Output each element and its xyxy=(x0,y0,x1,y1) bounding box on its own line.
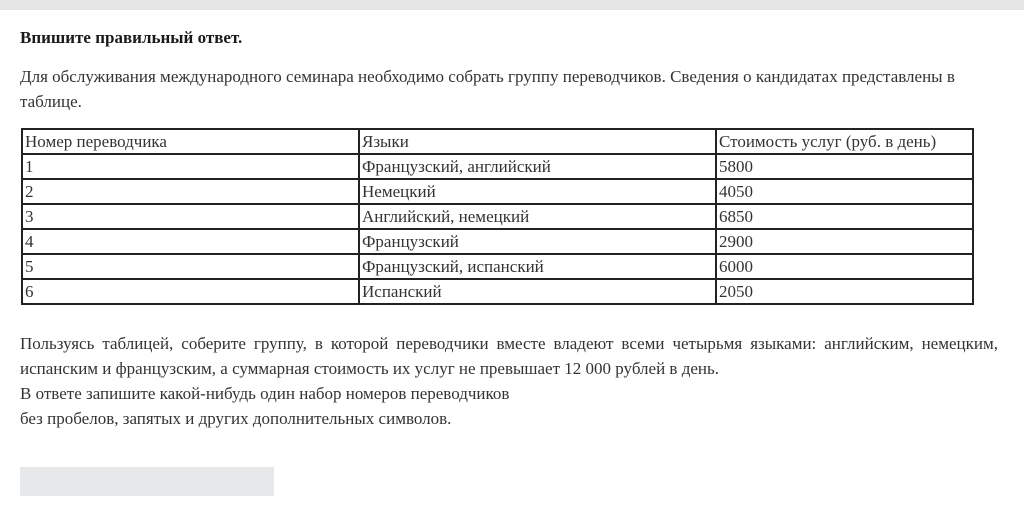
table-header-cell: Номер переводчика xyxy=(22,129,359,154)
table-cell: 6850 xyxy=(716,204,973,229)
table-row xyxy=(22,204,973,229)
table-cell: 4 xyxy=(22,229,359,254)
table-cell: 2900 xyxy=(716,229,973,254)
table-row xyxy=(22,254,973,279)
table-header-row xyxy=(22,129,973,154)
question-instruction: Впишите правильный ответ. xyxy=(20,28,243,47)
table-cell: Французский, испанский xyxy=(359,254,716,279)
table-cell: 3 xyxy=(22,204,359,229)
table-cell: 4050 xyxy=(716,179,973,204)
table-cell: 2050 xyxy=(716,279,973,304)
table-cell: Немецкий xyxy=(359,179,716,204)
task-text: Пользуясь таблицей, соберите группу, в которой переводчики вместе владеют всеми четырьмя языками: английским, немецким, испанским и французским, а суммарная стоимость их услуг не превышает 12 000 рублей в день. xyxy=(20,334,998,378)
table-row xyxy=(22,154,973,179)
table-header-cell: Языки xyxy=(359,129,716,154)
answer-input[interactable] xyxy=(20,467,274,496)
answer-note-2: без пробелов, запятых и других дополнительных символов. xyxy=(20,409,452,428)
translators-table xyxy=(21,128,974,305)
table-row xyxy=(22,179,973,204)
table-header-cell: Стоимость услуг (руб. в день) xyxy=(716,129,973,154)
table-cell: 2 xyxy=(22,179,359,204)
question-content xyxy=(20,26,998,431)
table-row xyxy=(22,229,973,254)
table-cell: 5800 xyxy=(716,154,973,179)
table-cell: Испанский xyxy=(359,279,716,304)
table-cell: 6 xyxy=(22,279,359,304)
table-cell: Французский, английский xyxy=(359,154,716,179)
table-cell: 1 xyxy=(22,154,359,179)
table-cell: Французский xyxy=(359,229,716,254)
table-row xyxy=(22,279,973,304)
top-bar xyxy=(0,0,1024,10)
table-cell: 5 xyxy=(22,254,359,279)
table-cell: Английский, немецкий xyxy=(359,204,716,229)
question-intro: Для обслуживания международного семинара необходимо собрать группу переводчиков. Сведения о кандидатах представлены в таблице. xyxy=(20,67,955,111)
table-cell: 6000 xyxy=(716,254,973,279)
answer-note-1: В ответе запишите какой-нибудь один набор номеров переводчиков xyxy=(20,384,510,403)
